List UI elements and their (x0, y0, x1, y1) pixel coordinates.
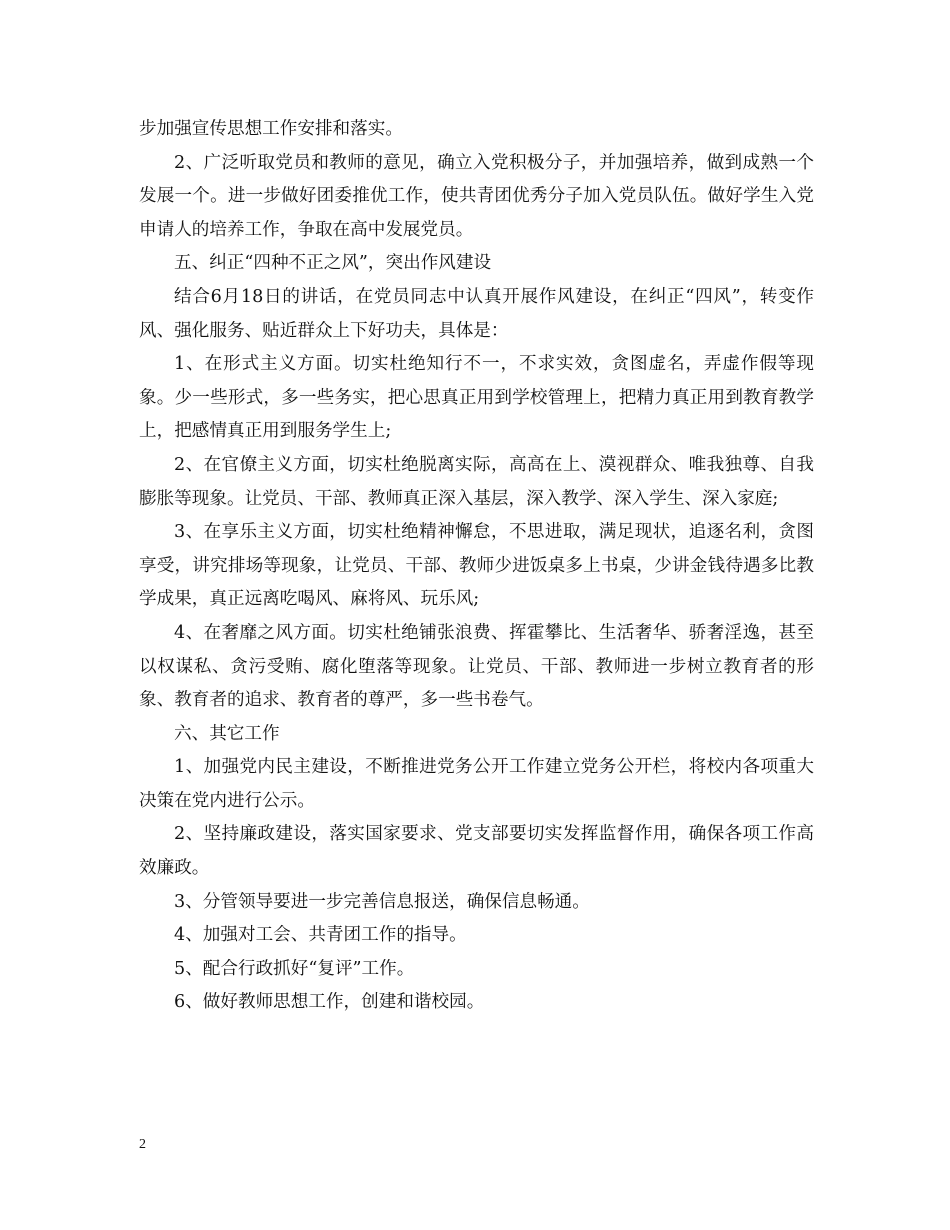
paragraph-other-work-2: 2、坚持廉政建设，落实国家要求、党支部要切实发挥监督作用，确保各项工作高效廉政。 (139, 824, 814, 879)
paragraph-continuation: 步加强宣传思想工作安排和落实。 (139, 119, 403, 139)
paragraph-other-work-3: 3、分管领导要进一步完善信息报送，确保信息畅通。 (174, 891, 590, 912)
page-number: 2 (139, 1137, 146, 1152)
section-heading-six: 六、其它工作 (174, 723, 280, 744)
paragraph-hedonism: 3、在享乐主义方面，切实杜绝精神懈怠，不思进取，满足现状，追逐名利，贪图享受，讲究排场等现象，让党员、干部、教师少进饭桌多上书桌，少讲金钱待遇多比教学成果，真正远离吃喝风、麻将风、玩乐风; (139, 522, 814, 610)
paragraph-extravagance: 4、在奢靡之风方面。切实杜绝铺张浪费、挥霍攀比、生活奢华、骄奢淫逸，甚至以权谋私、贪污受贿、腐化堕落等现象。让党员、干部、教师进一步树立教育者的形象、教育者的追求、教育者的尊严，多一些书卷气。 (139, 622, 814, 711)
paragraph-other-work-5: 5、配合行政抓好“复评”工作。 (174, 958, 415, 979)
paragraph-section-five-intro: 结合6月18日的讲话，在党员同志中认真开展作风建设，在纠正“四风”，转变作风、强化服务、贴近群众上下好功夫，具体是： (139, 286, 814, 341)
paragraph-bureaucratism: 2、在官僚主义方面，切实杜绝脱离实际，高高在上、漠视群众、唯我独尊、自我膨胀等现象。让党员、干部、教师真正深入基层，深入教学、深入学生、深入家庭; (139, 454, 814, 509)
section-heading-five: 五、纠正“四种不正之风”，突出作风建设 (174, 253, 492, 274)
paragraph-other-work-6: 6、做好教师思想工作，创建和谐校园。 (174, 992, 485, 1013)
paragraph-item-2-recruitment: 2、广泛听取党员和教师的意见，确立入党积极分子，并加强培养，做到成熟一个发展一个。进一步做好团委推优工作，使共青团优秀分子加入党员队伍。做好学生入党申请人的培养工作，争取在高中发展党员。 (139, 152, 814, 240)
paragraph-other-work-1: 1、加强党内民主建设，不断推进党务公开工作建立党务公开栏，将校内各项重大决策在党内进行公示。 (139, 757, 814, 811)
paragraph-formalism: 1、在形式主义方面。切实杜绝知行不一，不求实效，贪图虚名，弄虚作假等现象。少一些形式，多一些务实，把心思真正用到学校管理上，把精力真正用到教育教学上，把感情真正用到服务学生上; (139, 354, 814, 442)
paragraph-other-work-4: 4、加强对工会、共青团工作的指导。 (174, 925, 467, 946)
document-body (139, 113, 814, 1020)
